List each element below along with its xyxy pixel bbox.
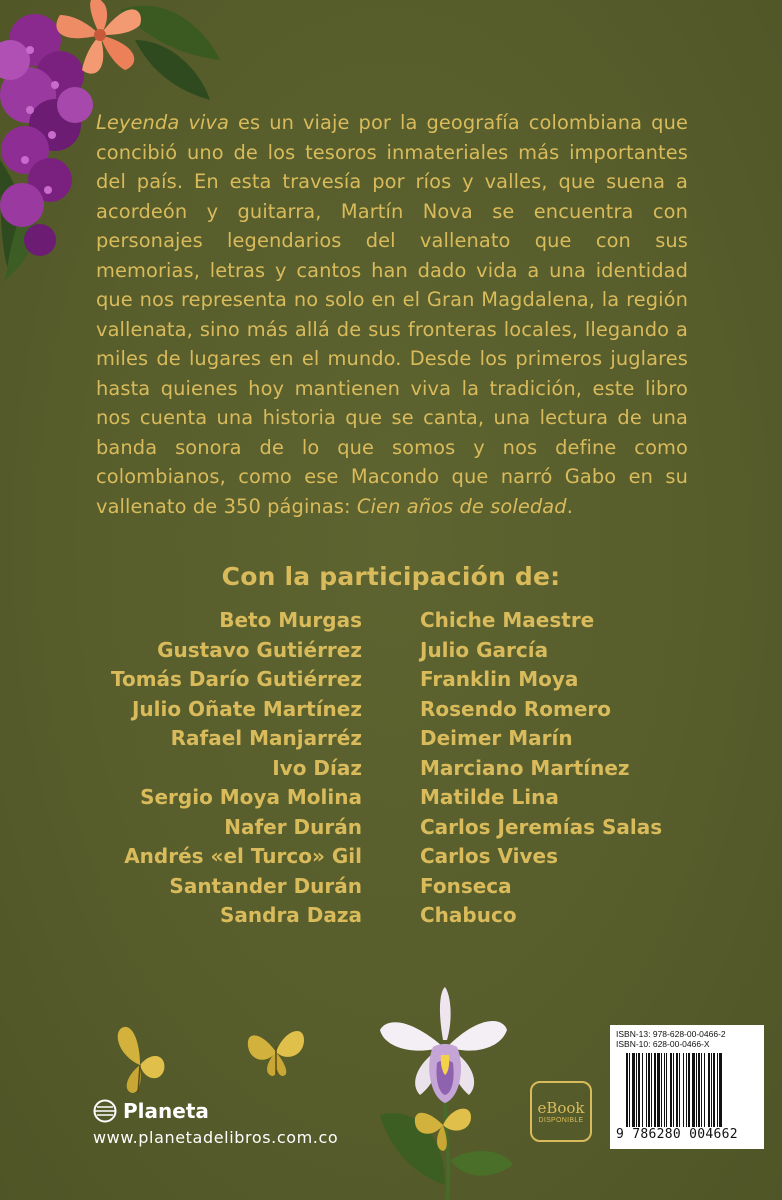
book-description: [96, 108, 688, 521]
participant-name: Rosendo Romero: [420, 696, 612, 721]
participant-name: Deimer Marín: [420, 726, 573, 750]
bougainvillea-cluster: [0, 14, 93, 256]
isbn-barcode: [610, 1025, 764, 1149]
participants-left-column: [111, 606, 362, 931]
participation-heading: Con la participación de:: [221, 562, 561, 591]
participant-name: Sergio Moya Molina: [140, 785, 362, 809]
participant-name: Marciano Martínez: [420, 755, 630, 780]
ebook-available-badge: [530, 1081, 592, 1142]
participant-name: Santander Durán: [169, 873, 362, 898]
participant-name: Beto Murgas: [219, 608, 362, 632]
participant-name: Gustavo Gutiérrez: [157, 637, 362, 662]
isbn10-text: ISBN-10: 628-00-0466-X: [616, 1039, 710, 1049]
publisher-url[interactable]: www.planetadelibros.com.co: [93, 1128, 339, 1147]
ebook-label: eBook: [537, 1098, 585, 1117]
butterfly-illustration-2: [244, 1022, 308, 1078]
participant-name: Sandra Daza: [219, 903, 362, 927]
participant-name: Franklin Moya: [420, 667, 579, 691]
participants-right-column: [420, 606, 662, 931]
description-text: es un viaje por la geografía colombiana que concibió uno de los tesoros inmateriales más importantes del país. En esta travesía por ríos y valles, que suena a acordeón y guitarra, Martín Nova se encuentra con personajes legendarios del vallenato que con sus memorias, letras y cantos han dado vida a una identidad que nos representa no solo en el Gran Magdalena, la región vallenata, sino más allá de sus fronteras locales, llegando a miles de lugares en el mundo. Desde los primeros juglares hasta quienes hoy mantienen viva la tradición, este libro nos cuenta una historia que se canta, una lectura de una banda sonora de lo que somos y nos define como colombianos, como ese Macondo que narró Gabo en su vallenato de 350 páginas:: [96, 111, 688, 518]
participant-name: Tomás Darío Gutiérrez: [110, 667, 362, 691]
ebook-available-label: DISPONIBLE: [538, 1116, 584, 1124]
butterfly-illustration-1: [112, 1025, 168, 1095]
participant-name: Matilde Lina: [420, 785, 559, 809]
barcode-digits: 9 786280 004662: [616, 1127, 738, 1142]
participant-name: Chiche Maestre: [420, 608, 595, 632]
participant-name: Carlos Jeremías Salas: [420, 814, 663, 839]
book-title-italic: Leyenda viva: [96, 111, 229, 134]
planeta-logo[interactable]: [93, 1096, 209, 1126]
planet-globe-icon: [93, 1099, 117, 1123]
participant-name: Chabuco: [420, 903, 517, 927]
barcode-bars: [626, 1053, 756, 1127]
participant-name: Julio García: [420, 637, 549, 662]
referenced-book-title: Cien años de soledad: [356, 494, 567, 518]
publisher-name: Planeta: [123, 1099, 209, 1123]
orchid-flower: [380, 987, 507, 1103]
orchid-illustration: [375, 985, 515, 1200]
participant-name: Andrés «el Turco» Gil: [124, 844, 362, 868]
participant-name: Julio Oñate Martínez: [131, 696, 362, 721]
participant-name: Nafer Durán: [224, 814, 362, 839]
participant-name: Fonseca: [420, 873, 512, 898]
participant-name: Ivo Díaz: [272, 755, 362, 780]
isbn13-text: ISBN-13: 978-628-00-0466-2: [616, 1029, 726, 1039]
closing-punctuation: .: [566, 494, 573, 518]
participant-name: Rafael Manjarréz: [170, 726, 362, 750]
participant-name: Carlos Vives: [420, 844, 558, 868]
